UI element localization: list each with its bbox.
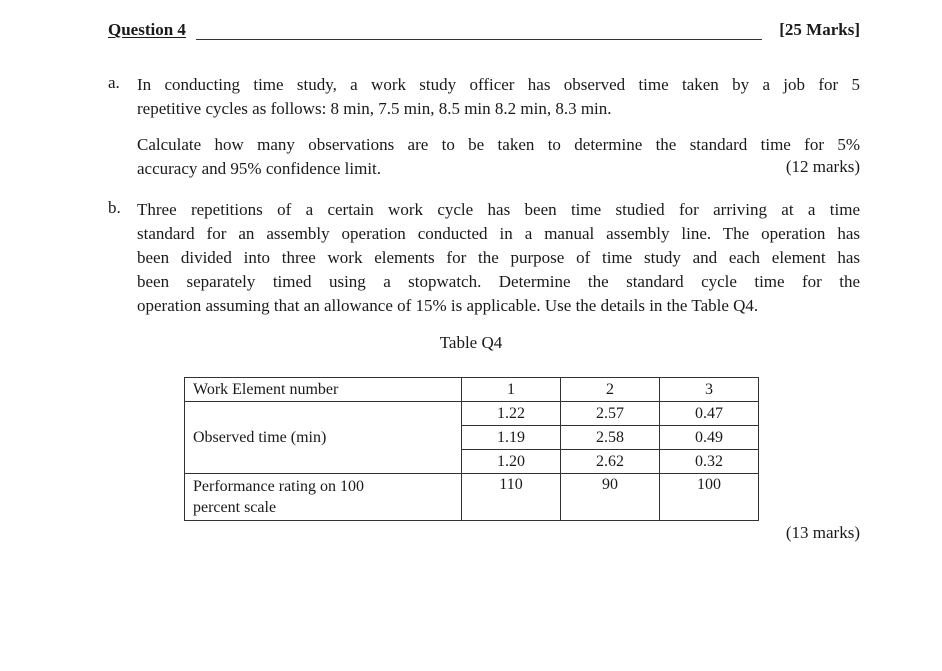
performance-rating-label-line: Performance rating on 100 <box>193 478 365 495</box>
part-a-line: In conducting time study, a work study officer has observed time taken by a job for 5 <box>137 75 860 94</box>
part-a-paragraph-1 <box>137 73 860 121</box>
table-cell: 0.32 <box>660 450 759 474</box>
table-header-row <box>185 378 759 402</box>
table-cell: 0.47 <box>660 402 759 426</box>
part-a-line: Calculate how many observations are to be taken to determine the standard time for 5% <box>137 135 860 154</box>
part-b-line: operation assuming that an allowance of 15% is applicable. Use the details in the Table Q4. <box>137 296 759 315</box>
table-row <box>185 474 759 521</box>
part-a-label: a. <box>108 73 120 92</box>
table-element-number: 3 <box>660 378 759 402</box>
table-cell: 2.62 <box>561 450 660 474</box>
question-total-marks: [25 Marks] <box>779 20 860 39</box>
table-cell: 2.57 <box>561 402 660 426</box>
question-title: Question 4 <box>108 20 186 39</box>
part-b-paragraph <box>137 198 860 318</box>
performance-rating-label-line: percent scale <box>193 499 277 516</box>
table-cell: 2.58 <box>561 426 660 450</box>
table-header-label: Work Element number <box>185 378 462 402</box>
part-b-line: Three repetitions of a certain work cycle has been time studied for arriving at a time <box>137 200 860 219</box>
part-b-label: b. <box>108 198 121 217</box>
part-b-line: been divided into three work elements for the purpose of time study and each element has <box>137 248 860 267</box>
performance-rating-label <box>185 474 462 521</box>
part-b-marks: (13 marks) <box>785 523 860 542</box>
table-title: Table Q4 <box>439 333 503 352</box>
part-a-line: accuracy and 95% confidence limit. <box>137 159 382 178</box>
part-a-paragraph-2 <box>137 133 860 181</box>
table-cell: 1.19 <box>462 426 561 450</box>
observed-time-label: Observed time (min) <box>185 402 462 474</box>
part-b-line: been separately timed using a stopwatch. Determine the standard cycle time for the <box>137 272 860 291</box>
table-q4 <box>184 377 759 521</box>
table-cell: 1.20 <box>462 450 561 474</box>
table-row <box>185 402 759 426</box>
table-cell: 0.49 <box>660 426 759 450</box>
header-divider <box>196 39 762 40</box>
part-b-line: standard for an assembly operation conducted in a manual assembly line. The operation has <box>137 224 860 243</box>
table-cell: 100 <box>660 474 759 521</box>
table-element-number: 1 <box>462 378 561 402</box>
table-cell: 110 <box>462 474 561 521</box>
table-cell: 1.22 <box>462 402 561 426</box>
part-a-line: repetitive cycles as follows: 8 min, 7.5 min, 8.5 min 8.2 min, 8.3 min. <box>137 99 612 118</box>
part-a-marks: (12 marks) <box>785 157 860 176</box>
table-cell: 90 <box>561 474 660 521</box>
table-element-number: 2 <box>561 378 660 402</box>
